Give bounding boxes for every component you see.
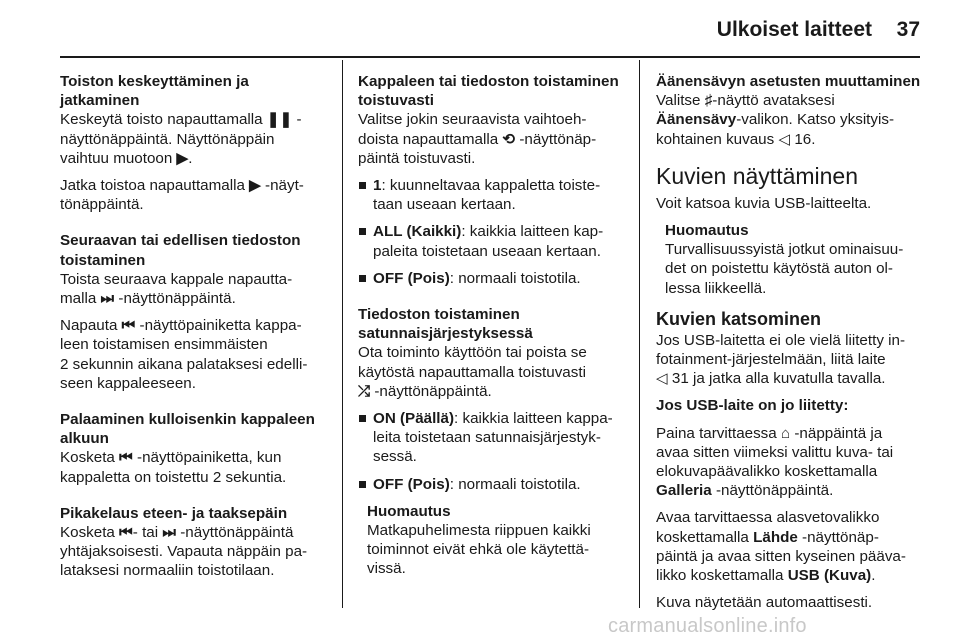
note-text: Turvallisuussyistä jotkut ominaisuu- det on poistettu käytöstä auton ol- lessa liikkeellä.: [665, 241, 904, 297]
column-2: [358, 72, 626, 579]
subheading-repeat: Kappaleen tai tiedoston toistaminen toistuvasti: [358, 73, 619, 110]
paragraph: Paina tarvittaessa ⌂ -näppäintä ja avaa sitten viimeksi valittu kuva- tai elokuvapäävalikko koskettamalla Galleria -näyttönäppäintä.: [656, 424, 894, 500]
paragraph: Ota toiminto käyttöön tai poista se käytöstä napauttamalla toistuvasti ⤮ -näyttönäppäintä.: [358, 344, 587, 400]
column-divider-2: [639, 60, 640, 608]
paragraph: Avaa tarvittaessa alasvetovalikko koskettamalla Lähde -näyttönäp- päintä ja avaa sitten kyseinen pääva- likko koskettamalla USB (Kuva).: [656, 509, 906, 585]
watermark: carmanualsonline.info: [608, 615, 807, 637]
note-box: [367, 502, 626, 579]
note-box: [665, 221, 924, 298]
column-divider-1: [342, 60, 343, 608]
home-icon: ⌂: [780, 424, 791, 442]
note-title: Huomautus: [367, 502, 451, 520]
tone-icon: ♯: [704, 92, 713, 110]
paragraph: Kuva näytetään automaattisesti.: [656, 594, 873, 612]
column-3: [656, 72, 924, 612]
previous-track-icon: ⏮: [119, 449, 133, 467]
note-title: Huomautus: [665, 222, 749, 240]
paragraph: Jos USB-laitetta ei ole vielä liitetty in- fotainment-järjestelmään, liitä laite ◁ 31 ja jatka alla kuvatulla tavalla.: [656, 331, 906, 388]
subheading-pause-resume: Toiston keskeyttäminen ja jatkaminen: [60, 73, 249, 110]
list-item: 1: kuunneltavaa kappaletta toiste- taan useaan kertaan.: [358, 176, 626, 214]
paragraph: Valitse jokin seuraavista vaihtoeh- doista napauttamalla ⟲ -näyttönäp- päintä toistuvasti.: [358, 111, 597, 167]
subheading-fast-forward-rewind: Pikakelaus eteen- ja taaksepäin: [60, 504, 288, 522]
subheading-usb-connected: Jos USB-laite on jo liitetty:: [656, 397, 849, 415]
heading-viewing-pictures: Kuvien näyttäminen: [656, 162, 859, 189]
paragraph: Napauta ⏮ -näyttöpainiketta kappa- leen toistamisen ensimmäisten 2 sekunnin aikana palataksesi edelli- seen kappaleeseen.: [60, 317, 308, 392]
note-text: Matkapuhelimesta riippuen kaikki toiminnot eivät ehkä ole käytettä- vissä.: [367, 522, 591, 578]
pause-icon: ❚❚: [266, 111, 293, 129]
subheading-tone-settings: Äänensävyn asetusten muuttaminen: [656, 73, 921, 90]
play-icon: ▶: [176, 149, 189, 167]
page-reference-icon: ◁: [778, 130, 791, 148]
play-icon: ▶: [249, 177, 261, 195]
next-track-icon: ⏭: [100, 290, 115, 308]
paragraph: Kosketa ⏮- tai ⏭ -näyttönäppäintä yhtäjaksoisesti. Vapauta näppäin pa- lataksesi normaaliin toistotilaan.: [60, 524, 308, 580]
bullet-square-icon: [359, 182, 366, 189]
list-item: OFF (Pois): normaali toistotila.: [358, 269, 626, 288]
next-track-icon: ⏭: [162, 524, 177, 542]
paragraph: Toista seuraava kappale napautta- malla ⏭ -näyttönäppäintä.: [60, 270, 293, 308]
subheading-return-to-start: Palaaminen kulloisenkin kappaleen alkuun: [60, 411, 315, 448]
page-number: 37: [896, 18, 920, 41]
paragraph: Keskeytä toisto napauttamalla ❚❚ - näyttönäppäintä. Näyttönäppäin vaihtuu muotoon ▶.: [60, 111, 302, 167]
shuffle-icon: ⤮: [358, 382, 371, 400]
header-rule: [60, 56, 920, 58]
column-1: [60, 72, 328, 581]
bullet-square-icon: [359, 228, 366, 235]
paragraph: Jatka toistoa napauttamalla ▶ -näyt- tönäppäintä.: [60, 177, 304, 214]
previous-track-icon: ⏮: [121, 317, 136, 335]
repeat-icon: ⟲: [502, 130, 516, 148]
list-item: ALL (Kaikki): kaikkia laitteen kap- paleita toistetaan useaan kertaan.: [358, 222, 626, 260]
list-item: ON (Päällä): kaikkia laitteen kappa- leita toistetaan satunnaisjärjestyk- sessä.: [358, 409, 626, 467]
bullet-square-icon: [359, 275, 366, 282]
bullet-square-icon: [359, 415, 366, 422]
paragraph: Voit katsoa kuvia USB-laitteelta.: [656, 194, 872, 212]
paragraph: Kosketa ⏮ -näyttöpainiketta, kun kappaletta on toistettu 2 sekuntia.: [60, 449, 287, 486]
previous-track-icon: ⏮: [119, 524, 133, 542]
list-item: OFF (Pois): normaali toistotila.: [358, 475, 626, 494]
bullet-square-icon: [359, 481, 366, 488]
page-header: [0, 0, 960, 60]
page-reference-icon: ◁: [656, 370, 668, 388]
header-title: Ulkoiset laitteet: [716, 18, 872, 41]
subheading-shuffle: Tiedoston toistaminen satunnaisjärjestyksessä: [358, 306, 533, 343]
subheading-next-previous: Seuraavan tai edellisen tiedoston toistaminen: [60, 232, 301, 269]
heading-browsing-pictures: Kuvien katsominen: [656, 308, 822, 329]
paragraph: Valitse ♯-näyttö avataksesi Äänensävy-valikon. Katso yksityis- kohtainen kuvaus ◁ 16.: [656, 92, 895, 148]
